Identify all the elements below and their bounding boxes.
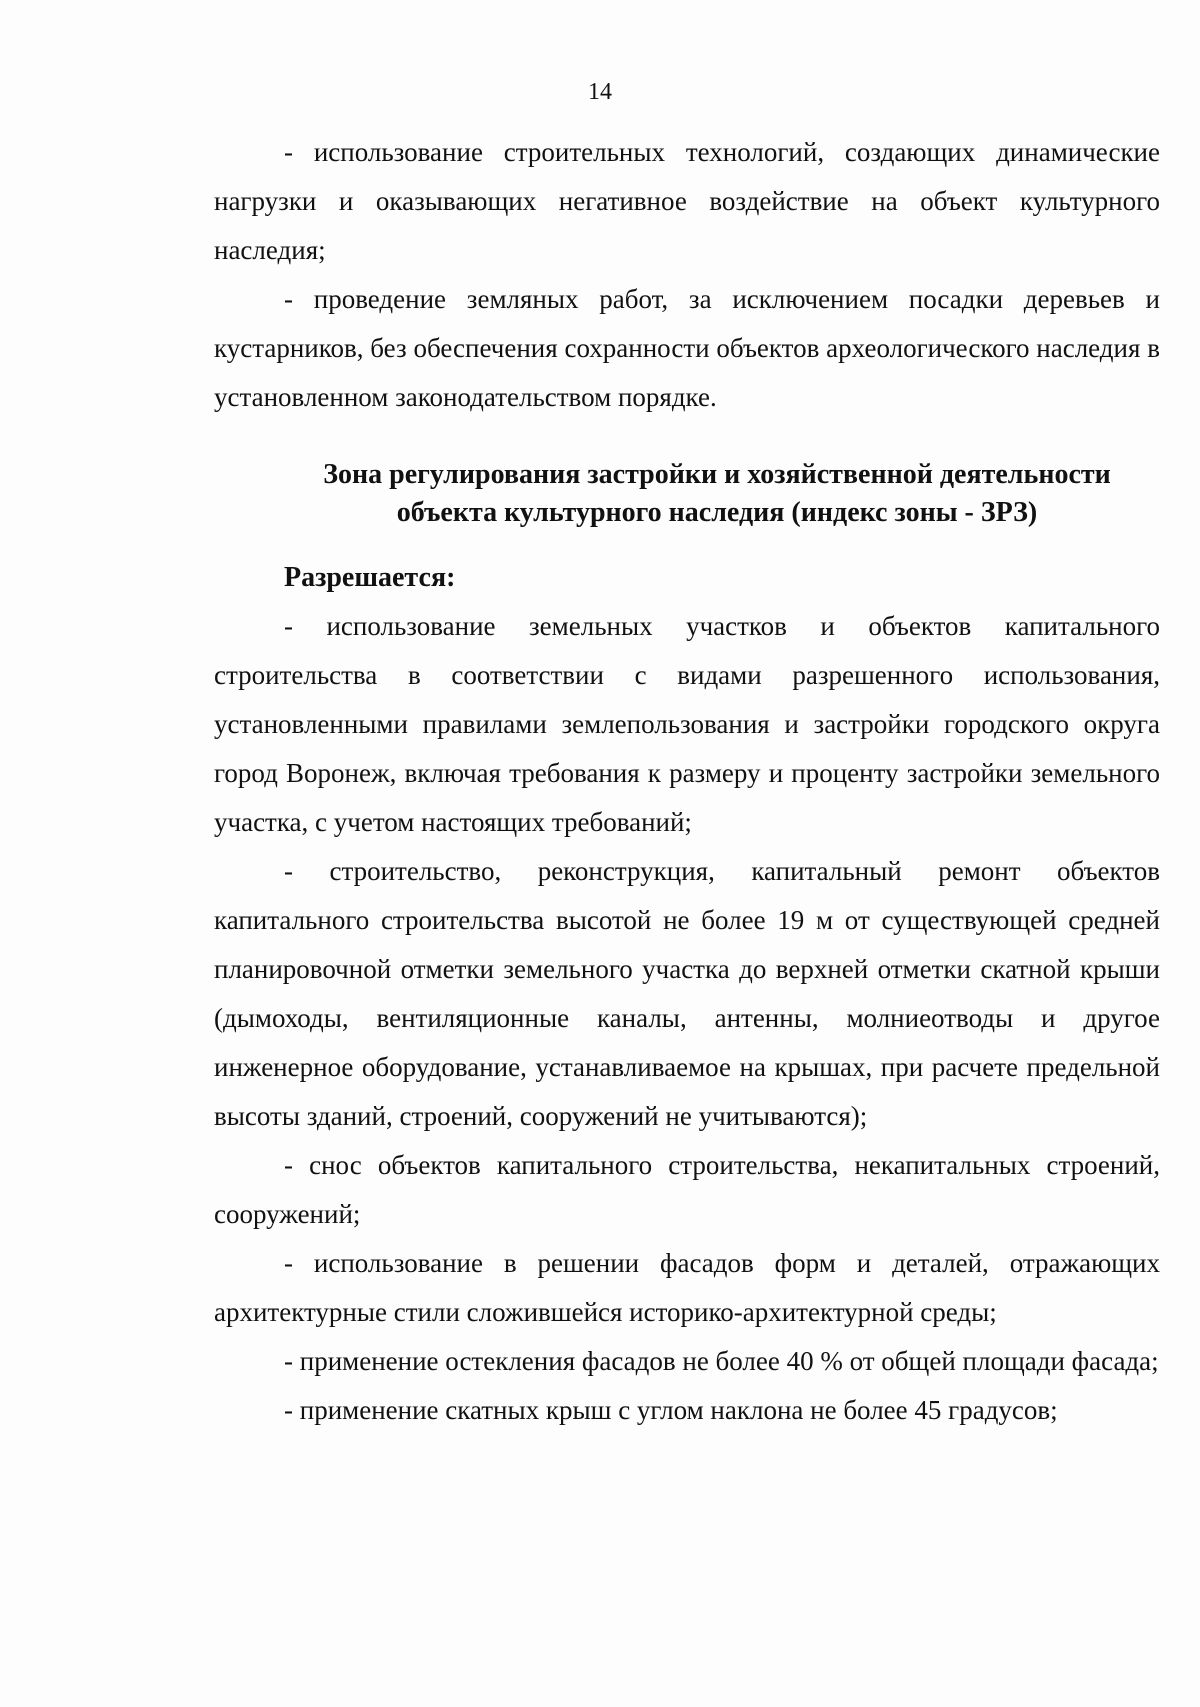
permitted-subheading: Разрешается: xyxy=(284,562,456,593)
document-body xyxy=(214,128,1160,1435)
paragraph-dynamic-loads: - использование строительных технологий, создающих динамические нагрузки и оказывающих негативное воздействие на объект культурного наследия; xyxy=(214,137,1160,265)
paragraph-land-use: - использование земельных участков и объектов капитального строительства в соответствии с видами разрешенного использования, установленными правилами землепользования и застройки городского округа город Воронеж, включая требования к размеру и проценту застройки земельного участка, с учетом настоящих требований; xyxy=(214,611,1160,837)
paragraph-earthworks: - проведение земляных работ, за исключением посадки деревьев и кустарников, без обеспечения сохранности объектов археологического наследия в установленном законодательством порядке. xyxy=(214,284,1160,412)
section-heading-line-2: объекта культурного наследия (индекс зоны - ЗРЗ) xyxy=(396,497,1038,528)
paragraph-glazing: - применение остекления фасадов не более 40 % от общей площади фасада; xyxy=(284,1346,1159,1376)
paragraph-facade-styles: - использование в решении фасадов форм и деталей, отражающих архитектурные стили сложившейся историко-архитектурной среды; xyxy=(214,1248,1160,1327)
paragraph-pitched-roofs: - применение скатных крыш с углом наклона не более 45 градусов; xyxy=(284,1395,1058,1425)
section-heading-line-1: Зона регулирования застройки и хозяйственной деятельности xyxy=(323,459,1111,490)
page-number: 14 xyxy=(588,79,612,105)
paragraph-construction-height: - строительство, реконструкция, капитальный ремонт объектов капитального строительства высотой не более 19 м от существующей средней планировочной отметки земельного участка до верхней отметки скатной крыши (дымоходы, вентиляционные каналы, антенны, молниеотводы и другое инженерное оборудование, устанавливаемое на крышах, при расчете предельной высоты зданий, строений, сооружений не учитываются); xyxy=(214,856,1160,1131)
paragraph-demolition: - снос объектов капитального строительства, некапитальных строений, сооружений; xyxy=(214,1150,1160,1229)
section-heading xyxy=(214,456,1160,532)
